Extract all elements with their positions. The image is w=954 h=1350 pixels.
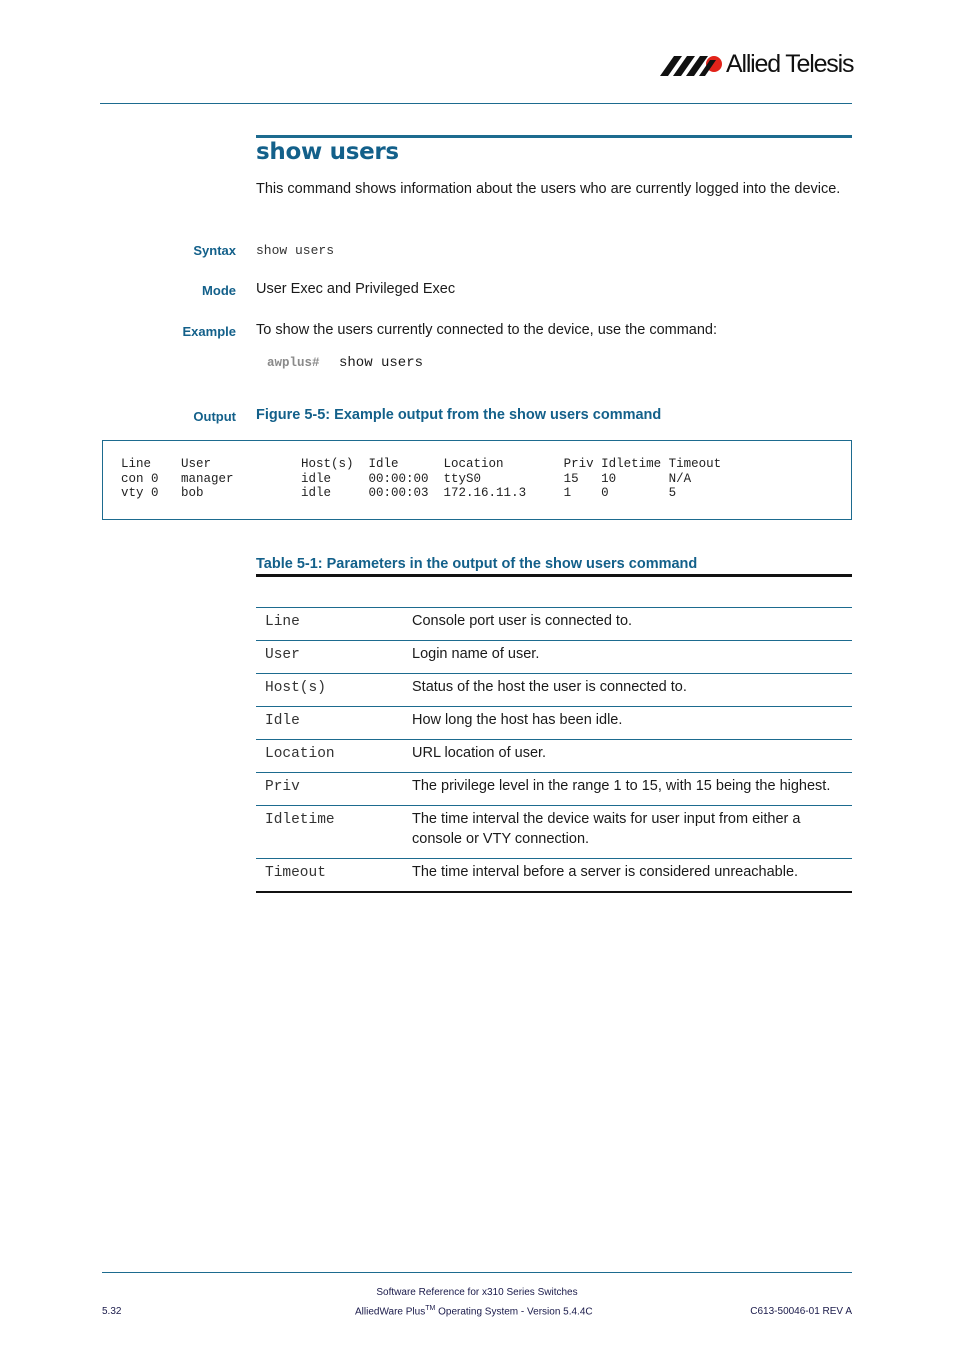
example-text: To show the users currently connected to the device, use the command:: [256, 322, 718, 338]
param-name: Priv: [256, 773, 412, 806]
footer-document-title: Software Reference for x310 Series Switches: [376, 1287, 578, 1298]
page-title: show users: [256, 139, 399, 165]
header-divider: [100, 103, 852, 104]
param-description: The privilege level in the range 1 to 15, with 15 being the highest.: [412, 773, 852, 806]
param-description: Login name of user.: [412, 641, 852, 674]
console-output: [121, 457, 721, 501]
param-name: Idletime: [256, 806, 412, 859]
console-line: con 0 manager idle 00:00:00 ttyS0 15 10 N/A: [121, 471, 692, 486]
logo-mark-icon: [660, 52, 726, 78]
footer-divider: [102, 1272, 852, 1273]
title-rule: [256, 135, 852, 138]
param-description: The time interval before a server is considered unreachable.: [412, 859, 852, 893]
param-name: Idle: [256, 707, 412, 740]
table-row: [256, 641, 852, 674]
logo-wordmark: Allied Telesis: [726, 50, 854, 78]
table-row: [256, 707, 852, 740]
footer-product-version: [355, 1305, 593, 1317]
table-row: [256, 740, 852, 773]
param-name: Location: [256, 740, 412, 773]
param-name: Timeout: [256, 859, 412, 893]
param-name: User: [256, 641, 412, 674]
table-top-rule: [256, 574, 852, 577]
table-row: [256, 608, 852, 641]
table-caption: Table 5-1: Parameters in the output of the show users command: [256, 556, 698, 572]
example-prompt: awplus#: [267, 356, 320, 370]
param-name: Host(s): [256, 674, 412, 707]
console-line: vty 0 bob idle 00:00:03 172.16.11.3 1 0 5: [121, 486, 677, 500]
table-row: [256, 773, 852, 806]
footer-version: Operating System - Version 5.4.4C: [435, 1306, 593, 1318]
syntax-label: Syntax: [193, 243, 236, 258]
example-command: show users: [339, 355, 424, 371]
mode-label: Mode: [202, 283, 236, 298]
output-label: Output: [193, 409, 236, 424]
param-description: The time interval the device waits for user input from either a console or VTY connection.: [412, 806, 852, 859]
param-description: Console port user is connected to.: [412, 608, 852, 641]
parameters-table: [256, 607, 852, 893]
intro-paragraph: This command shows information about the users who are currently logged into the device.: [256, 181, 841, 197]
mode-text: User Exec and Privileged Exec: [256, 281, 456, 297]
document-code: C613-50046-01 REV A: [750, 1306, 852, 1317]
table-row: [256, 674, 852, 707]
figure-caption: Figure 5-5: Example output from the show users command: [256, 407, 662, 423]
console-line: Line User Host(s) Idle Location Priv Idletime Timeout: [121, 457, 722, 471]
param-name: Line: [256, 608, 412, 641]
table-row: [256, 806, 852, 859]
param-description: Status of the host the user is connected to.: [412, 674, 852, 707]
allied-telesis-logo: [660, 50, 856, 82]
example-label: Example: [182, 324, 236, 339]
table-row: [256, 859, 852, 893]
footer-product-name: AlliedWare Plus: [355, 1306, 426, 1318]
param-description: How long the host has been idle.: [412, 707, 852, 740]
trademark-mark: TM: [425, 1305, 436, 1312]
console-output-box: [102, 440, 852, 520]
syntax-code: show users: [256, 243, 335, 258]
page-number: 5.32: [102, 1306, 122, 1317]
param-description: URL location of user.: [412, 740, 852, 773]
